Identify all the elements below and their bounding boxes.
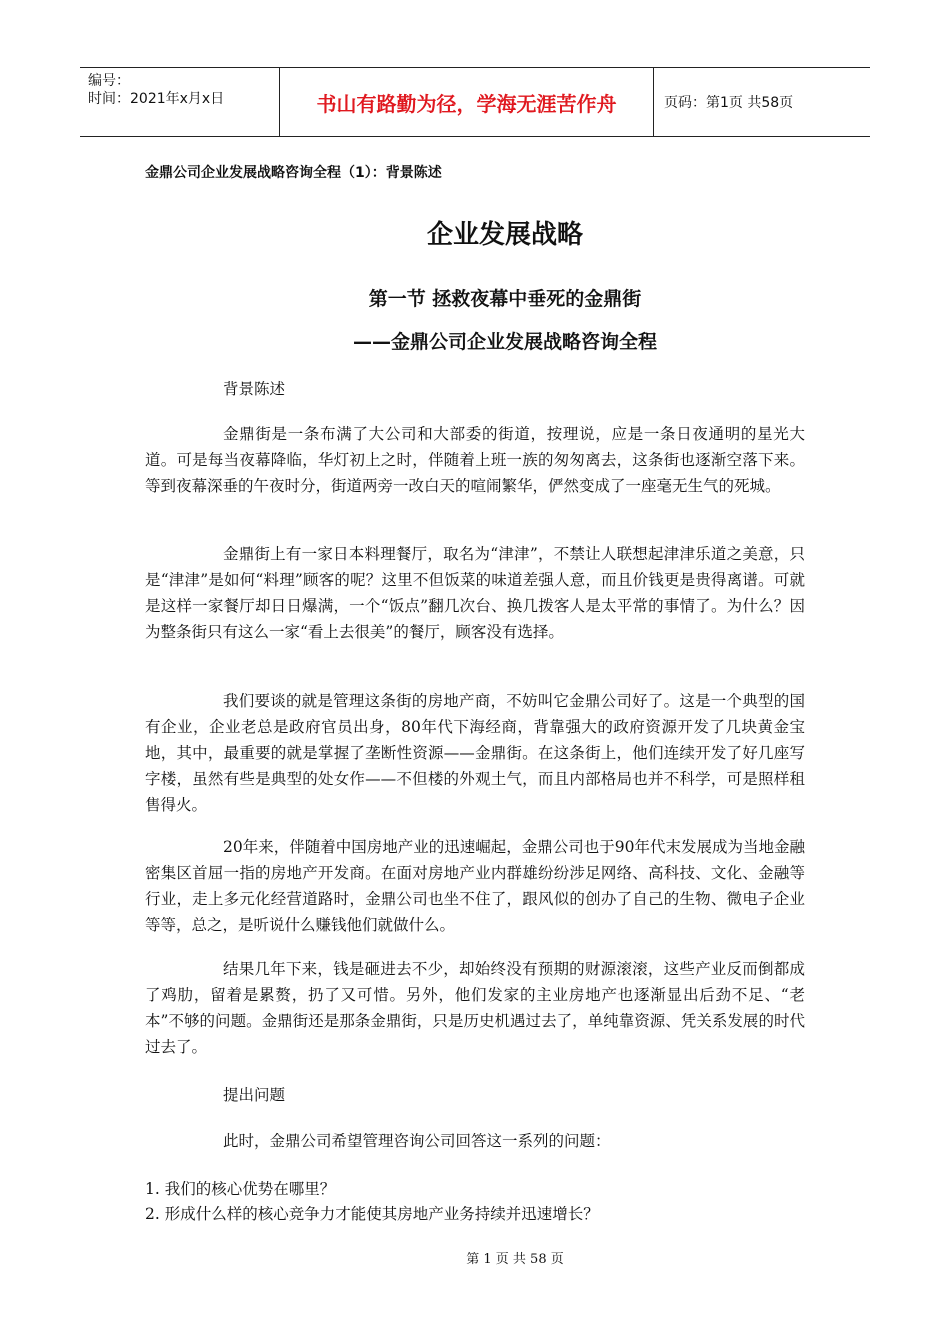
paragraph-4: 20年来，伴随着中国房地产业的迅速崛起，金鼎公司也于90年代末发展成为当地金融密集区首屈一指的房地产开发商。在面对房地产业内群雄纷纷涉足网络、高科技、文化、金融等行业，走上多元化经营道路时，金鼎公司也坐不住了，跟风似的创办了自己的生物、微电子企业等等，总之，是听说什么赚钱他们就做什么。	[145, 838, 805, 934]
paragraph-5: 结果几年下来，钱是砸进去不少，却始终没有预期的财源滚滚，这些产业反而倒都成了鸡肋，留着是累赘，扔了又可惜。另外，他们发家的主业房地产也逐渐显出后劲不足、“老本”不够的问题。金鼎街还是那条金鼎街，只是历史机遇过去了，单纯靠资源、凭关系发展的时代过去了。	[145, 960, 805, 1056]
time-label: 时间：2021年x月x日	[88, 91, 225, 107]
problem-intro: 此时，金鼎公司希望管理咨询公司回答这一系列的问题：	[223, 1132, 611, 1150]
problem-label: 提出问题	[223, 1086, 286, 1104]
paragraph-1: 金鼎街是一条布满了大公司和大部委的街道，按理说，应是一条日夜通明的星光大道。可是每当夜幕降临，华灯初上之时，伴随着上班一族的匆匆离去，这条街也逐渐空落下来。等到夜幕深垂的午夜时分，街道两旁一改白天的喧闹繁华，俨然变成了一座毫无生气的死城。	[145, 425, 805, 495]
section-title: 第一节 拯救夜幕中垂死的金鼎街	[368, 288, 642, 310]
question-1: 1. 我们的核心优势在哪里？	[145, 1180, 336, 1198]
header-motto: 书山有路勤为径，学海无涯苦作舟	[280, 68, 654, 136]
page-header	[80, 67, 870, 137]
paragraph-3: 我们要谈的就是管理这条街的房地产商，不妨叫它金鼎公司好了。这是一个典型的国有企业，企业老总是政府官员出身，80年代下海经商，背靠强大的政府资源开发了几块黄金宝地，其中，最重要的就是掌握了垄断性资源——金鼎街。在这条街上，他们连续开发了好几座写字楼，虽然有些是典型的处女作——不但楼的外观土气，而且内部格局也并不科学，可是照样租售得火。	[145, 692, 805, 814]
page-title: 企业发展战略	[426, 220, 583, 250]
header-meta	[80, 68, 280, 136]
paragraph-2: 金鼎街上有一家日本料理餐厅，取名为“津津”，不禁让人联想起津津乐道之美意，只是“津津”是如何“料理”顾客的呢？这里不但饭菜的味道差强人意，而且价钱更是贵得离谱。可就是这样一家餐厅却日日爆满，一个“饭点”翻几次台、换几拨客人是太平常的事情了。为什么？因为整条街只有这么一家“看上去很美”的餐厅，顾客没有选择。	[145, 545, 805, 641]
header-page-info: 页码：第1页 共58页	[664, 95, 794, 111]
number-label: 编号：	[88, 73, 130, 89]
section-subtitle: ——金鼎公司企业发展战略咨询全程	[352, 331, 657, 353]
page-footer: 第 1 页 共 58 页	[466, 1252, 564, 1267]
doc-subtitle: 金鼎公司企业发展战略咨询全程（1）：背景陈述	[145, 165, 442, 181]
question-2: 2. 形成什么样的核心竞争力才能使其房地产业务持续并迅速增长？	[145, 1205, 599, 1223]
background-label: 背景陈述	[223, 380, 286, 398]
